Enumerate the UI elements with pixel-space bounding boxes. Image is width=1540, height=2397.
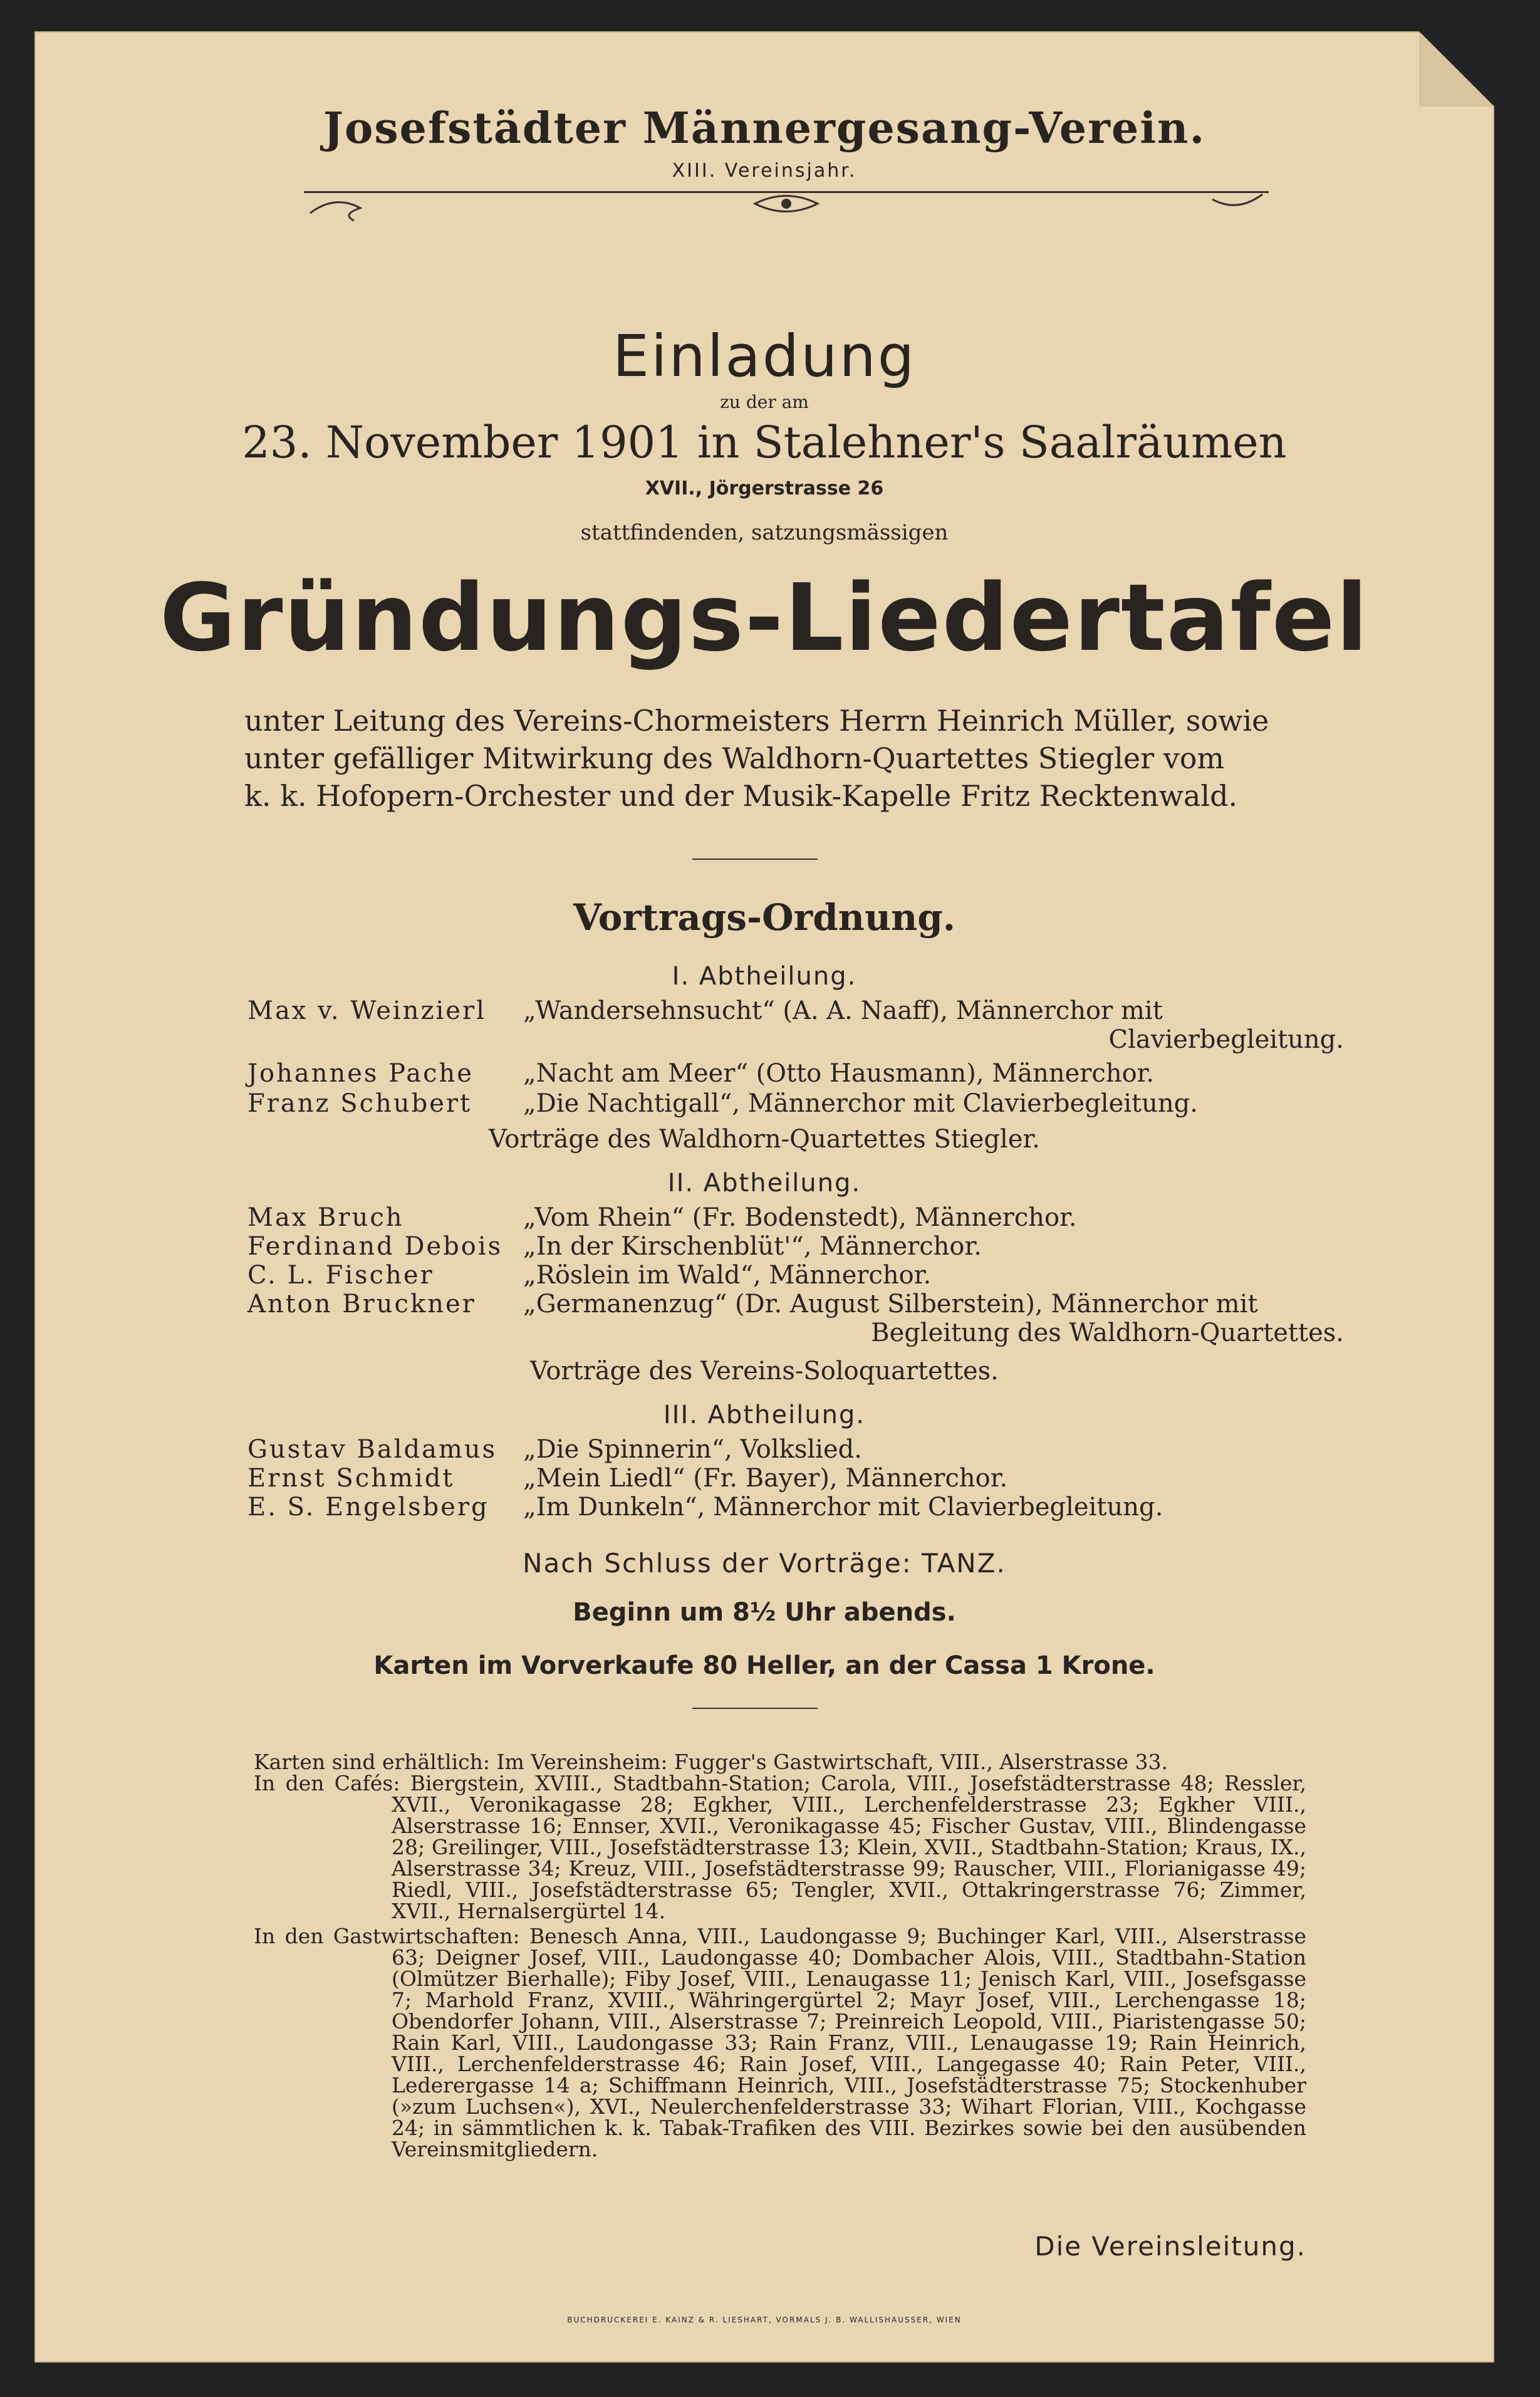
begin-time: Beginn um 8½ Uhr abends.: [573, 1598, 956, 1627]
composer: Max v. Weinzierl: [247, 996, 486, 1025]
date-place: 23. November 1901 in Stalehner's Saalräumen: [242, 417, 1287, 468]
piece: [523, 1290, 1344, 1347]
ticket-prices: Karten im Vorverkaufe 80 Heller, an der Cassa 1 Krone.: [373, 1651, 1155, 1680]
printer-imprint: BUCHDRUCKEREI E. KAINZ & R. LIESHART, VORMALS J. B. WALLISHAUSSER, WIEN: [567, 2316, 962, 2324]
piece-cont: Begleitung des Waldhorn-Quartettes.: [871, 1319, 1344, 1347]
piece-title: „Germanenzug“ (Dr. August Silberstein), Männerchor mit: [523, 1290, 1258, 1319]
composer: Max Bruch: [247, 1203, 404, 1232]
after-program: Nach Schluss der Vorträge: TANZ.: [523, 1548, 1006, 1579]
event-subtitle: stattfindenden, satzungsmässigen: [580, 520, 949, 545]
outlets-cafes: In den Cafés: Biergstein, XVIII., Stadtbahn-Station; Carola, VIII., Josefstädterstrasse 48; Ressler, XVII., Veronikagasse 28; Egkher, VIII., Lerchenfelderstrasse 23; Egkher VIII., Alserstrasse 16; Ennser, XVII., Veronikagasse 45; Fischer Gustav, VIII., Blindengasse 28; Greilinger, VIII., Josefstädterstrasse 13; Klein, XVII., Stadtbahn-Station; Kraus, IX., Alserstrasse 34; Kreuz, VIII., Josefstädterstrasse 99; Rauscher, VIII., Florianigasse 49; Riedl, VIII., Josefstädterstrasse 65; Tengler, XVII., Ottakringerstrasse 76; Zimmer, XVII., Hernalsergürtel 14.: [254, 1771, 1306, 1923]
ticket-outlets: [254, 1752, 1306, 2160]
piece-cont: Clavierbegleitung.: [1108, 1025, 1344, 1054]
piece-title: „Röslein im Wald“, Männerchor.: [523, 1261, 932, 1290]
composer: Franz Schubert: [247, 1089, 472, 1118]
invitation-title: Einladung: [612, 323, 917, 390]
piece-title: „Vom Rhein“ (Fr. Bodenstedt), Männerchor.: [523, 1203, 1077, 1232]
piece-title: „Die Nachtigall“, Männerchor mit Clavierbegleitung.: [523, 1089, 1198, 1118]
piece-title: „Mein Liedl“ (Fr. Bayer), Männerchor.: [523, 1464, 1008, 1493]
ornament-icon: [304, 188, 1269, 226]
section-note: Vorträge des Vereins-Soloquartettes.: [530, 1357, 999, 1386]
composer: Gustav Baldamus: [247, 1435, 497, 1464]
outlets-gast: In den Gastwirtschaften: Benesch Anna, VIII., Laudongasse 9; Buchinger Karl, VIII., Alserstrasse 63; Deigner Josef, VIII., Laudongasse 40; Dombacher Alois, VIII., Stadtbahn-Station (Olmützer Bierhalle); Fiby Josef, VIII., Lenaugasse 11; Jenisch Karl, VIII., Josefsgasse 7; Marhold Franz, XVIII., Währingergürtel 2; Mayr Josef, VIII., Lerchengasse 18; Obendorfer Johann, VIII., Alserstrasse 7; Preinreich Leopold, VIII., Piaristengasse 50; Rain Karl, VIII., Laudongasse 33; Rain Franz, VIII., Lenaugasse 19; Rain Heinrich, VIII., Lerchenfelderstrasse 46; Rain Josef, VIII., Langegasse 40; Rain Peter, VIII., Lederergasse 14 a; Schiffmann Heinrich, VIII., Josefstädterstrasse 75; Stockenhuber (»zum Luchsen«), XVI., Neulerchenfelderstrasse 33; Wihart Florian, VIII., Kochgasse 24; in sämmtlichen k. k. Tabak-Trafiken des VIII. Bezirkes sowie bei den ausübenden Vereinsmitgliedern.: [254, 1924, 1306, 2161]
composer: E. S. Engelsberg: [247, 1493, 489, 1522]
section-title: I. Abtheilung.: [672, 962, 857, 991]
outlets-line1: Karten sind erhältlich: Im Vereinsheim: Fugger's Gastwirtschaft, VIII., Alserstrasse 33.: [254, 1750, 1168, 1774]
society-year: XIII. Vereinsjahr.: [672, 160, 857, 182]
composer: Anton Bruckner: [247, 1290, 476, 1319]
poster-sheet: [34, 31, 1494, 2363]
section-note: Vorträge des Waldhorn-Quartettes Stiegler.: [489, 1125, 1040, 1154]
section-title: II. Abtheilung.: [667, 1169, 861, 1198]
zu-der-am: zu der am: [720, 392, 809, 412]
leitung-block: [244, 702, 1269, 815]
leitung-line-1: unter Leitung des Vereins-Chormeisters Herrn Heinrich Müller, sowie: [244, 704, 1269, 738]
leitung-line-2: unter gefälliger Mitwirkung des Waldhorn-Quartettes Stiegler vom: [244, 741, 1225, 775]
leitung-line-3: k. k. Hofopern-Orchester und der Musik-Kapelle Fritz Recktenwald.: [244, 779, 1238, 813]
piece-title: „Im Dunkeln“, Männerchor mit Clavierbegleitung.: [523, 1493, 1163, 1522]
piece: [523, 996, 1344, 1054]
composer: Ernst Schmidt: [247, 1464, 455, 1493]
society-name: Josefstädter Männergesang-Verein.: [323, 103, 1206, 154]
divider: [692, 859, 818, 860]
divider: [692, 1708, 818, 1709]
piece-title: „In der Kirschenblüt'“, Männerchor.: [523, 1232, 982, 1261]
piece-title: „Nacht am Meer“ (Otto Hausmann), Männerchor.: [523, 1059, 1155, 1088]
composer: C. L. Fischer: [247, 1261, 434, 1290]
signature: Die Vereinsleitung.: [1034, 2231, 1306, 2262]
composer: Ferdinand Debois: [247, 1232, 503, 1261]
program-heading: Vortrags-Ordnung.: [573, 896, 956, 939]
piece-title: „Die Spinnerin“, Volkslied.: [523, 1435, 862, 1464]
composer: Johannes Pache: [247, 1059, 474, 1088]
section-title: III. Abtheilung.: [663, 1401, 866, 1429]
event-name: Gründungs-Liedertafel: [159, 564, 1370, 672]
event-address: XVII., Jörgerstrasse 26: [645, 478, 884, 499]
piece-title: „Wandersehnsucht“ (A. A. Naaff), Männerchor mit: [523, 996, 1163, 1025]
